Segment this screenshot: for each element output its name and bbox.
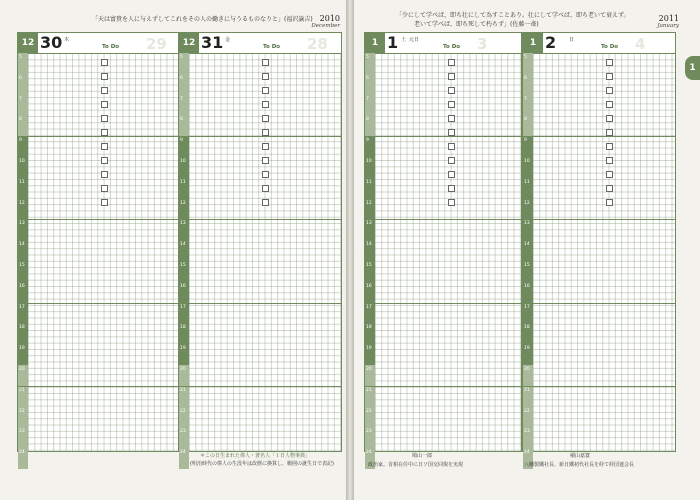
todo-checkbox[interactable] <box>262 185 269 192</box>
hour-label: 20 <box>524 367 530 372</box>
todo-checkbox[interactable] <box>101 199 108 206</box>
hour-label: 23 <box>366 429 372 435</box>
hour-label: 8 <box>524 117 527 123</box>
hour-label: 9 <box>19 138 22 144</box>
hour-label: 20 <box>19 367 25 372</box>
todo-checkbox[interactable] <box>606 185 613 192</box>
period-divider <box>179 219 341 220</box>
todo-checkbox[interactable] <box>606 157 613 164</box>
hour-label: 16 <box>19 283 25 289</box>
todo-checkbox[interactable] <box>262 143 269 150</box>
hour-label: 7 <box>524 96 527 102</box>
hour-label: 17 <box>19 304 25 310</box>
hour-label: 24 <box>180 450 186 456</box>
hour-label: 19 <box>524 346 530 352</box>
todo-checkbox[interactable] <box>448 171 455 178</box>
ghost-day-number: 3 <box>477 35 488 53</box>
todo-checkbox[interactable] <box>448 115 455 122</box>
book-spine <box>346 0 354 500</box>
todo-checkbox[interactable] <box>262 59 269 66</box>
weekday-label: 木 <box>64 37 70 43</box>
hour-label: 21 <box>180 387 186 393</box>
hour-label: 7 <box>180 96 183 102</box>
todo-checkbox[interactable] <box>606 143 613 150</box>
hour-label: 15 <box>366 263 372 268</box>
left-month-name: December <box>311 23 340 29</box>
left-page <box>0 0 346 500</box>
right-quote-line2: 老いて学べば、即ち死して朽ちず」(佐藤一斎) <box>414 21 539 28</box>
hour-label: 21 <box>524 387 530 393</box>
hour-label: 12 <box>366 200 372 206</box>
month-badge: 1 <box>365 33 385 53</box>
hour-label: 20 <box>180 367 186 372</box>
hour-label: 9 <box>366 138 369 144</box>
holiday-label: 元日 <box>409 37 420 43</box>
gutter-band <box>365 53 375 136</box>
hour-label: 17 <box>366 304 372 310</box>
weekday-label: 日 <box>569 37 575 43</box>
person-desc-jan-1: 政治家。首相在任中に日ソ国交回復を実現 <box>368 462 464 468</box>
period-divider <box>18 386 178 387</box>
hour-label: 14 <box>180 242 186 248</box>
hour-label: 12 <box>19 200 25 206</box>
footnote-title: ＊この日生まれた偉人・著名人「１日人物事典」 <box>200 453 311 459</box>
ghost-day-number: 4 <box>635 35 646 53</box>
hour-label: 18 <box>180 325 186 331</box>
hour-label: 10 <box>180 159 186 164</box>
period-divider <box>365 386 521 387</box>
hour-label: 22 <box>19 408 25 414</box>
ghost-day-number: 28 <box>307 35 328 53</box>
hour-label: 8 <box>19 117 22 123</box>
todo-checkbox[interactable] <box>262 115 269 122</box>
right-month-name: January <box>657 23 679 29</box>
hour-label: 24 <box>366 450 372 456</box>
weekday-label: 土 <box>401 37 407 43</box>
hour-label: 21 <box>19 387 25 393</box>
hour-label: 9 <box>180 138 183 144</box>
left-year: 2010 <box>319 14 340 23</box>
hour-label: 5 <box>180 55 183 60</box>
hour-label: 13 <box>180 221 186 227</box>
period-divider <box>523 136 675 137</box>
day-number: 30 <box>40 33 63 52</box>
hour-label: 17 <box>180 304 186 310</box>
hour-label: 6 <box>366 75 369 81</box>
month-badge: 1 <box>523 33 543 53</box>
todo-checkbox[interactable] <box>101 115 108 122</box>
right-quote-line1: 「少にして学べば、即ち壮にして為すことあり。壮にして学べば、即ち老いて衰えず。 <box>396 12 630 19</box>
day-header <box>179 33 341 54</box>
todo-checkbox[interactable] <box>101 87 108 94</box>
todo-checkbox[interactable] <box>262 101 269 108</box>
todo-checkbox[interactable] <box>262 129 269 136</box>
todo-checkbox[interactable] <box>101 129 108 136</box>
hour-label: 15 <box>524 263 530 268</box>
hour-gutter <box>523 53 533 456</box>
day-number: 31 <box>201 33 224 52</box>
hour-label: 23 <box>524 429 530 435</box>
day-number: 1 <box>387 33 399 52</box>
gutter-band <box>179 53 189 136</box>
todo-label: To Do <box>601 44 619 50</box>
hour-label: 16 <box>524 283 530 289</box>
todo-checkbox[interactable] <box>448 185 455 192</box>
todo-checkbox[interactable] <box>262 87 269 94</box>
hour-label: 18 <box>366 325 372 331</box>
todo-checkbox[interactable] <box>101 59 108 66</box>
todo-checkbox[interactable] <box>262 171 269 178</box>
todo-checkbox[interactable] <box>606 115 613 122</box>
period-divider <box>179 136 341 137</box>
person-name-jan-2: 稲山嘉寛 <box>570 453 591 459</box>
todo-checkbox[interactable] <box>606 87 613 94</box>
hour-label: 23 <box>180 429 186 435</box>
todo-checkbox[interactable] <box>448 73 455 80</box>
todo-checkbox[interactable] <box>101 101 108 108</box>
hour-label: 10 <box>524 159 530 164</box>
hour-label: 13 <box>366 221 372 227</box>
person-name-jan-1: 鳩山一郎 <box>412 453 433 459</box>
hour-label: 10 <box>366 159 372 164</box>
day-header <box>523 33 675 54</box>
todo-label: To Do <box>263 44 281 50</box>
hour-label: 6 <box>180 75 183 81</box>
hour-label: 7 <box>19 96 22 102</box>
todo-checkbox[interactable] <box>101 157 108 164</box>
hour-label: 22 <box>524 408 530 414</box>
right-year-box <box>639 14 679 29</box>
todo-checkbox[interactable] <box>101 185 108 192</box>
hour-label: 23 <box>19 429 25 435</box>
day-header <box>365 33 521 54</box>
todo-checkbox[interactable] <box>448 143 455 150</box>
hour-label: 18 <box>19 325 25 331</box>
hour-label: 15 <box>19 263 25 268</box>
todo-checkbox[interactable] <box>101 143 108 150</box>
hour-label: 5 <box>19 55 22 60</box>
hour-label: 5 <box>524 55 527 60</box>
hour-gutter <box>18 53 28 456</box>
hour-label: 24 <box>524 450 530 456</box>
period-divider <box>365 136 521 137</box>
period-divider <box>523 386 675 387</box>
hour-label: 5 <box>366 55 369 60</box>
gutter-band <box>18 53 28 136</box>
todo-checkbox[interactable] <box>448 199 455 206</box>
todo-checkbox[interactable] <box>448 129 455 136</box>
person-desc-jan-2: 八幡製鐵社長、新日鐵初代社長を経て経団連会長 <box>524 462 635 468</box>
hour-label: 11 <box>524 179 530 185</box>
todo-checkbox[interactable] <box>606 101 613 108</box>
period-divider <box>18 303 178 304</box>
todo-checkbox[interactable] <box>262 157 269 164</box>
hour-label: 22 <box>180 408 186 414</box>
period-divider <box>18 219 178 220</box>
hour-label: 24 <box>19 450 25 456</box>
hour-label: 22 <box>366 408 372 414</box>
todo-checkbox[interactable] <box>606 129 613 136</box>
hour-label: 17 <box>524 304 530 310</box>
month-index-tab[interactable]: 1 <box>685 56 700 80</box>
period-divider <box>179 386 341 387</box>
hour-gutter <box>365 53 375 456</box>
hour-label: 6 <box>524 75 527 81</box>
ghost-day-number: 29 <box>146 35 167 53</box>
hour-label: 19 <box>19 346 25 352</box>
todo-checkbox[interactable] <box>101 171 108 178</box>
hour-label: 16 <box>366 283 372 289</box>
hour-label: 12 <box>524 200 530 206</box>
hour-label: 21 <box>366 387 372 393</box>
period-divider <box>365 303 521 304</box>
day-number: 2 <box>545 33 557 52</box>
todo-checkbox[interactable] <box>448 157 455 164</box>
hour-label: 14 <box>19 242 25 248</box>
todo-label: To Do <box>102 44 120 50</box>
todo-label: To Do <box>443 44 461 50</box>
todo-checkbox[interactable] <box>262 73 269 80</box>
hour-label: 7 <box>366 96 369 102</box>
hour-label: 10 <box>19 159 25 164</box>
hour-label: 8 <box>180 117 183 123</box>
period-divider <box>523 219 675 220</box>
hour-label: 16 <box>180 283 186 289</box>
todo-checkbox[interactable] <box>101 73 108 80</box>
period-divider <box>18 136 178 137</box>
hour-gutter <box>179 53 189 456</box>
todo-checkbox[interactable] <box>606 199 613 206</box>
hour-label: 9 <box>524 138 527 144</box>
todo-checkbox[interactable] <box>606 73 613 80</box>
hour-label: 15 <box>180 263 186 268</box>
hour-label: 12 <box>180 200 186 206</box>
todo-checkbox[interactable] <box>606 171 613 178</box>
hour-label: 6 <box>19 75 22 81</box>
right-year: 2011 <box>658 14 679 23</box>
weekday-label: 金 <box>225 37 231 43</box>
hour-label: 11 <box>366 179 372 185</box>
left-year-box <box>300 14 340 29</box>
right-page <box>354 0 700 500</box>
hour-label: 19 <box>180 346 186 352</box>
gutter-band <box>523 53 533 136</box>
hour-label: 14 <box>366 242 372 248</box>
hour-label: 11 <box>180 179 186 185</box>
hour-label: 13 <box>524 221 530 227</box>
footnote-text: (明治時代の偉人の生没年は改暦に換算し、範囲の誕生日で表記) <box>190 461 334 467</box>
hour-label: 13 <box>19 221 25 227</box>
hour-label: 18 <box>524 325 530 331</box>
month-badge: 12 <box>179 33 199 53</box>
day-column-dec-30[interactable] <box>17 32 179 456</box>
todo-checkbox[interactable] <box>606 59 613 66</box>
month-badge: 12 <box>18 33 38 53</box>
hour-label: 19 <box>366 346 372 352</box>
period-divider <box>523 303 675 304</box>
todo-checkbox[interactable] <box>448 87 455 94</box>
hour-label: 8 <box>366 117 369 123</box>
period-divider <box>365 219 521 220</box>
left-quote: 「天は富貴を人に与えずしてこれをその人の働きに与うるものなりと」(福沢諭吉) <box>92 16 313 23</box>
todo-checkbox[interactable] <box>262 199 269 206</box>
hour-label: 20 <box>366 367 372 372</box>
period-divider <box>179 303 341 304</box>
todo-checkbox[interactable] <box>448 59 455 66</box>
hour-label: 14 <box>524 242 530 248</box>
day-header <box>18 33 178 54</box>
hour-label: 11 <box>19 179 25 185</box>
todo-checkbox[interactable] <box>448 101 455 108</box>
